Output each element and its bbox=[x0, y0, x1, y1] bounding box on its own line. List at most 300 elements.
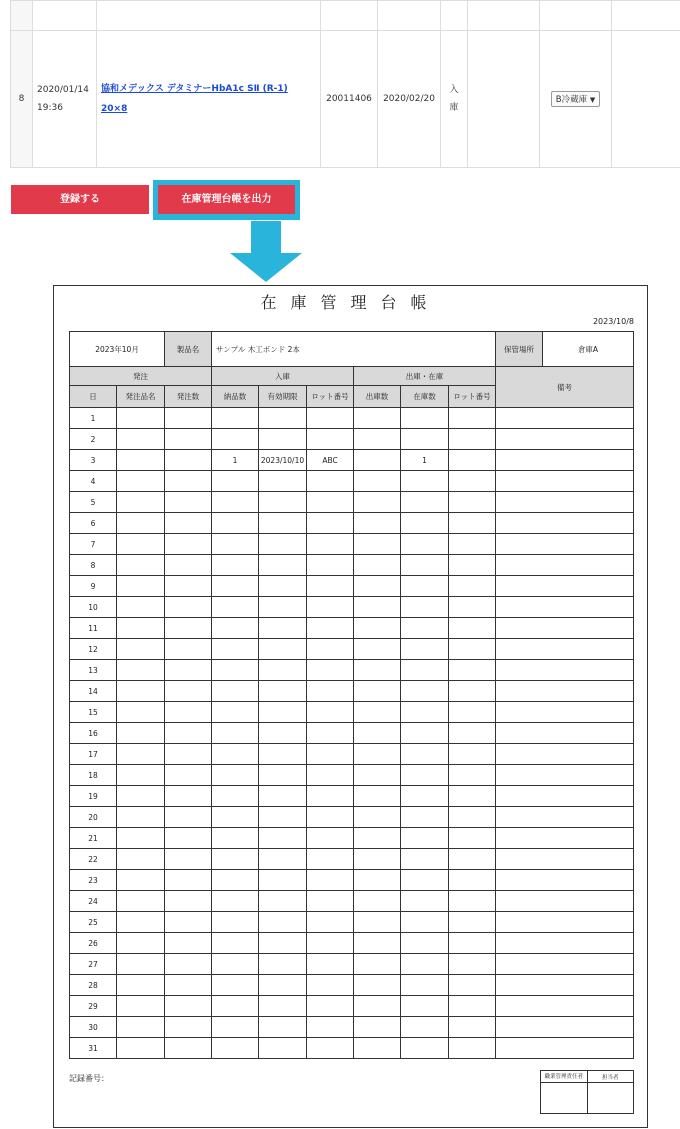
cell-order-qty bbox=[165, 786, 212, 807]
cell-ship-qty bbox=[354, 618, 401, 639]
cell-order-item bbox=[117, 870, 165, 891]
cell-order-item bbox=[117, 933, 165, 954]
cell-day: 20 bbox=[70, 807, 117, 828]
cell-expiry bbox=[259, 639, 307, 660]
ledger-day-row bbox=[70, 891, 634, 912]
cell-order-item bbox=[117, 492, 165, 513]
product-link-line2[interactable]: 20×8 bbox=[101, 104, 128, 114]
ledger-title: 在庫管理台帳 bbox=[260, 293, 441, 312]
cell-ship-qty bbox=[354, 555, 401, 576]
cell-order-item bbox=[117, 849, 165, 870]
cell-remarks bbox=[496, 975, 634, 996]
cell-ship-qty bbox=[354, 408, 401, 429]
cell-expiry bbox=[259, 723, 307, 744]
cell-receive-qty bbox=[212, 765, 259, 786]
group-receive: 入庫 bbox=[212, 367, 354, 386]
cell-ship-qty bbox=[354, 660, 401, 681]
cell-ship-qty bbox=[354, 891, 401, 912]
cell-order-item bbox=[117, 723, 165, 744]
cell-day: 13 bbox=[70, 660, 117, 681]
cell-stock bbox=[401, 933, 449, 954]
product-cell bbox=[97, 31, 321, 168]
cell-remarks bbox=[496, 408, 634, 429]
cell-order-item bbox=[117, 471, 165, 492]
cell-day: 19 bbox=[70, 786, 117, 807]
cell-order-qty bbox=[165, 807, 212, 828]
cell-ship-qty bbox=[354, 744, 401, 765]
cell-stock bbox=[401, 471, 449, 492]
cell-stock bbox=[401, 912, 449, 933]
cell-lot bbox=[307, 996, 354, 1017]
cell-remarks bbox=[496, 429, 634, 450]
cell-order-qty bbox=[165, 471, 212, 492]
cell-stock bbox=[401, 870, 449, 891]
ledger-day-row bbox=[70, 429, 634, 450]
ledger-day-row bbox=[70, 534, 634, 555]
cell-ship-qty bbox=[354, 912, 401, 933]
cell-receive-qty bbox=[212, 576, 259, 597]
cell-ship-qty bbox=[354, 534, 401, 555]
storage-cell bbox=[540, 31, 612, 168]
cell-ship-qty bbox=[354, 1038, 401, 1059]
cell-remarks bbox=[496, 555, 634, 576]
arrow-down-icon bbox=[251, 221, 281, 254]
ledger-month: 2023年10月 bbox=[70, 332, 165, 367]
cell-order-qty bbox=[165, 912, 212, 933]
cell-day: 7 bbox=[70, 534, 117, 555]
col-ship-qty: 出庫数 bbox=[354, 386, 401, 408]
cell-stock bbox=[401, 492, 449, 513]
cell-ship-qty bbox=[354, 471, 401, 492]
cell-stock bbox=[401, 681, 449, 702]
cell-remarks bbox=[496, 996, 634, 1017]
ledger-day-row bbox=[70, 450, 634, 471]
cell-lot bbox=[307, 786, 354, 807]
sign-field-manager bbox=[541, 1083, 588, 1114]
cell-lot-2 bbox=[449, 471, 496, 492]
export-ledger-button[interactable]: 在庫管理台帳を出力 bbox=[158, 185, 295, 214]
cell-stock bbox=[401, 828, 449, 849]
cell-ship-qty bbox=[354, 597, 401, 618]
cell-stock bbox=[401, 639, 449, 660]
cell-lot bbox=[307, 492, 354, 513]
cell-remarks bbox=[496, 912, 634, 933]
cell-order-qty bbox=[165, 744, 212, 765]
row-index: 8 bbox=[11, 31, 33, 168]
col-order-item: 発注品名 bbox=[117, 386, 165, 408]
cell-remarks bbox=[496, 891, 634, 912]
cell-lot bbox=[307, 870, 354, 891]
cell-order-qty bbox=[165, 996, 212, 1017]
chevron-down-icon: ▼ bbox=[589, 96, 596, 104]
cell-remarks bbox=[496, 1017, 634, 1038]
cell-receive-qty bbox=[212, 471, 259, 492]
cell-day: 14 bbox=[70, 681, 117, 702]
cell-remarks bbox=[496, 513, 634, 534]
cell-order-qty bbox=[165, 828, 212, 849]
cell-remarks bbox=[496, 639, 634, 660]
ledger-day-row bbox=[70, 1017, 634, 1038]
cell-stock bbox=[401, 429, 449, 450]
time-text: 19:36 bbox=[37, 103, 63, 113]
col-lot-2: ロット番号 bbox=[449, 386, 496, 408]
cell-order-item bbox=[117, 765, 165, 786]
cell-remarks bbox=[496, 534, 634, 555]
cell-lot bbox=[307, 471, 354, 492]
cell-order-item bbox=[117, 828, 165, 849]
cell-lot-2 bbox=[449, 450, 496, 471]
record-number-label: 記録番号： bbox=[69, 1074, 109, 1083]
cell-expiry bbox=[259, 786, 307, 807]
cell-lot bbox=[307, 891, 354, 912]
cell-receive-qty bbox=[212, 639, 259, 660]
cell-expiry bbox=[259, 828, 307, 849]
cell-ship-qty bbox=[354, 807, 401, 828]
table-row bbox=[11, 1, 680, 31]
cell-lot bbox=[307, 723, 354, 744]
ledger-day-row bbox=[70, 975, 634, 996]
datetime-cell bbox=[33, 31, 97, 168]
cell-order-item bbox=[117, 681, 165, 702]
ledger-day-row bbox=[70, 996, 634, 1017]
cell-lot bbox=[307, 828, 354, 849]
cell-day: 18 bbox=[70, 765, 117, 786]
cell-order-item bbox=[117, 660, 165, 681]
ledger-day-row bbox=[70, 807, 634, 828]
cell-receive-qty bbox=[212, 534, 259, 555]
lot-cell: 20011406 bbox=[321, 31, 378, 168]
cell-remarks bbox=[496, 828, 634, 849]
cell-lot bbox=[307, 1038, 354, 1059]
ledger-day-row bbox=[70, 786, 634, 807]
cell-expiry bbox=[259, 471, 307, 492]
cell-remarks bbox=[496, 870, 634, 891]
cell-day: 3 bbox=[70, 450, 117, 471]
cell-day: 5 bbox=[70, 492, 117, 513]
cell-lot bbox=[307, 555, 354, 576]
cell-day: 23 bbox=[70, 870, 117, 891]
cell-stock bbox=[401, 786, 449, 807]
type-char-2: 庫 bbox=[449, 103, 459, 113]
col-day: 日 bbox=[70, 386, 117, 408]
cell-expiry bbox=[259, 975, 307, 996]
register-button[interactable]: 登録する bbox=[11, 185, 149, 214]
cell-receive-qty bbox=[212, 807, 259, 828]
cell-lot-2 bbox=[449, 849, 496, 870]
cell-receive-qty bbox=[212, 513, 259, 534]
cell-expiry bbox=[259, 660, 307, 681]
cell-day: 8 bbox=[70, 555, 117, 576]
cell-day: 16 bbox=[70, 723, 117, 744]
cell-lot-2 bbox=[449, 891, 496, 912]
cell-order-qty bbox=[165, 765, 212, 786]
cell-day: 6 bbox=[70, 513, 117, 534]
cell-lot-2 bbox=[449, 408, 496, 429]
cell-order-item bbox=[117, 744, 165, 765]
cell-ship-qty bbox=[354, 996, 401, 1017]
cell-lot bbox=[307, 513, 354, 534]
ledger-group-header bbox=[70, 367, 634, 386]
ledger-day-row bbox=[70, 1038, 634, 1059]
group-order: 発注 bbox=[70, 367, 212, 386]
cell-expiry bbox=[259, 807, 307, 828]
cell-expiry bbox=[259, 492, 307, 513]
cell-lot-2 bbox=[449, 492, 496, 513]
ledger-day-row bbox=[70, 870, 634, 891]
cell-stock bbox=[401, 660, 449, 681]
cell-lot-2 bbox=[449, 912, 496, 933]
table-row bbox=[11, 31, 680, 168]
cell-stock bbox=[401, 723, 449, 744]
cell-lot bbox=[307, 702, 354, 723]
cell-order-item bbox=[117, 912, 165, 933]
cell-lot-2 bbox=[449, 723, 496, 744]
cell-day: 2 bbox=[70, 429, 117, 450]
cell-ship-qty bbox=[354, 429, 401, 450]
cell-remarks bbox=[496, 849, 634, 870]
cell-ship-qty bbox=[354, 975, 401, 996]
cell-day: 11 bbox=[70, 618, 117, 639]
ledger-day-row bbox=[70, 513, 634, 534]
cell-expiry bbox=[259, 954, 307, 975]
ledger-table bbox=[69, 331, 634, 1059]
sign-field-staff bbox=[587, 1083, 634, 1114]
cell-receive-qty bbox=[212, 660, 259, 681]
col-receive-qty: 納品数 bbox=[212, 386, 259, 408]
location-value: 倉庫A bbox=[543, 332, 634, 367]
cell-lot bbox=[307, 765, 354, 786]
cell-ship-qty bbox=[354, 765, 401, 786]
cell-lot bbox=[307, 744, 354, 765]
ledger-day-rows bbox=[70, 408, 634, 1059]
cell-lot-2 bbox=[449, 576, 496, 597]
cell-remarks bbox=[496, 660, 634, 681]
cell-lot-2 bbox=[449, 996, 496, 1017]
cell-stock bbox=[401, 534, 449, 555]
cell-order-qty bbox=[165, 660, 212, 681]
cell-order-item bbox=[117, 450, 165, 471]
cell-receive-qty bbox=[212, 975, 259, 996]
expiry-cell: 2020/02/20 bbox=[378, 31, 441, 168]
cell-remarks bbox=[496, 618, 634, 639]
cell-ship-qty bbox=[354, 933, 401, 954]
cell-expiry bbox=[259, 933, 307, 954]
storage-select[interactable] bbox=[551, 91, 600, 107]
cell-receive-qty bbox=[212, 429, 259, 450]
signature-box bbox=[540, 1070, 634, 1114]
cell-order-item bbox=[117, 996, 165, 1017]
cell-receive-qty bbox=[212, 954, 259, 975]
cell-day: 31 bbox=[70, 1038, 117, 1059]
cell-expiry bbox=[259, 429, 307, 450]
ledger-day-row bbox=[70, 471, 634, 492]
cell-lot-2 bbox=[449, 828, 496, 849]
cell-order-qty bbox=[165, 492, 212, 513]
cell-receive-qty bbox=[212, 744, 259, 765]
ledger-day-row bbox=[70, 954, 634, 975]
cell-order-qty bbox=[165, 954, 212, 975]
cell-lot-2 bbox=[449, 786, 496, 807]
cell-order-qty bbox=[165, 513, 212, 534]
cell-receive-qty bbox=[212, 828, 259, 849]
cell-lot-2 bbox=[449, 534, 496, 555]
cell-receive-qty bbox=[212, 786, 259, 807]
cell-lot-2 bbox=[449, 513, 496, 534]
cell-stock bbox=[401, 702, 449, 723]
cell-order-item bbox=[117, 534, 165, 555]
cell-remarks bbox=[496, 492, 634, 513]
product-link[interactable]: 協和メデックス デタミナーHbA1c SⅡ (R-1) bbox=[101, 84, 288, 94]
ledger-day-row bbox=[70, 639, 634, 660]
cell-day: 9 bbox=[70, 576, 117, 597]
col-lot: ロット番号 bbox=[307, 386, 354, 408]
cell-day: 30 bbox=[70, 1017, 117, 1038]
group-ship: 出庫・在庫 bbox=[354, 367, 496, 386]
cell-expiry bbox=[259, 996, 307, 1017]
cell-lot bbox=[307, 429, 354, 450]
cell-stock bbox=[401, 954, 449, 975]
cell-stock bbox=[401, 555, 449, 576]
cell-stock bbox=[401, 849, 449, 870]
cell-order-qty bbox=[165, 849, 212, 870]
cell-remarks bbox=[496, 576, 634, 597]
cell-receive-qty bbox=[212, 912, 259, 933]
cell-remarks bbox=[496, 786, 634, 807]
cell-stock bbox=[401, 597, 449, 618]
ledger-day-row bbox=[70, 702, 634, 723]
cell-remarks bbox=[496, 933, 634, 954]
ledger-day-row bbox=[70, 912, 634, 933]
cell-order-qty bbox=[165, 702, 212, 723]
cell-order-item bbox=[117, 597, 165, 618]
cell-ship-qty bbox=[354, 639, 401, 660]
cell-order-qty bbox=[165, 639, 212, 660]
sign-label-manager: 職業管理責任者 bbox=[541, 1071, 588, 1083]
cell-receive-qty bbox=[212, 618, 259, 639]
cell-lot-2 bbox=[449, 555, 496, 576]
cell-expiry bbox=[259, 765, 307, 786]
cell-order-qty bbox=[165, 618, 212, 639]
cell-expiry bbox=[259, 870, 307, 891]
cell-remarks bbox=[496, 744, 634, 765]
cell-stock bbox=[401, 891, 449, 912]
cell-day: 15 bbox=[70, 702, 117, 723]
location-label: 保管場所 bbox=[496, 332, 543, 367]
cell-expiry bbox=[259, 1017, 307, 1038]
cell-lot-2 bbox=[449, 744, 496, 765]
cell-receive-qty bbox=[212, 555, 259, 576]
cell-expiry bbox=[259, 849, 307, 870]
cell-remarks bbox=[496, 702, 634, 723]
ledger-product-name: サンプル 木工ボンド 2本 bbox=[212, 332, 496, 367]
cell-lot-2 bbox=[449, 933, 496, 954]
cell-day: 4 bbox=[70, 471, 117, 492]
cell-lot bbox=[307, 912, 354, 933]
cell-stock bbox=[401, 618, 449, 639]
cell-lot-2 bbox=[449, 807, 496, 828]
cell-order-qty bbox=[165, 681, 212, 702]
cell-stock bbox=[401, 576, 449, 597]
cell-lot bbox=[307, 597, 354, 618]
cell-order-item bbox=[117, 1017, 165, 1038]
cell-order-item bbox=[117, 807, 165, 828]
ledger-day-row bbox=[70, 849, 634, 870]
cell-ship-qty bbox=[354, 849, 401, 870]
cell-order-item bbox=[117, 429, 165, 450]
ledger-day-row bbox=[70, 618, 634, 639]
cell-remarks bbox=[496, 954, 634, 975]
cell-order-item bbox=[117, 786, 165, 807]
cell-day: 24 bbox=[70, 891, 117, 912]
cell-lot bbox=[307, 576, 354, 597]
sign-label-staff: 担当者 bbox=[587, 1071, 634, 1083]
cell-order-item bbox=[117, 408, 165, 429]
cell-day: 17 bbox=[70, 744, 117, 765]
cell-expiry bbox=[259, 1038, 307, 1059]
cell-lot bbox=[307, 639, 354, 660]
col-stock: 在庫数 bbox=[401, 386, 449, 408]
col-expiry: 有効期限 bbox=[259, 386, 307, 408]
arrow-head-icon bbox=[230, 253, 302, 282]
cell-lot-2 bbox=[449, 1017, 496, 1038]
cell-stock bbox=[401, 975, 449, 996]
cell-receive-qty bbox=[212, 996, 259, 1017]
cell-expiry bbox=[259, 891, 307, 912]
cell-order-qty bbox=[165, 450, 212, 471]
cell-receive-qty: 1 bbox=[212, 450, 259, 471]
cell-receive-qty bbox=[212, 891, 259, 912]
cell-expiry bbox=[259, 702, 307, 723]
ledger-day-row bbox=[70, 765, 634, 786]
ledger-day-row bbox=[70, 555, 634, 576]
cell-remarks bbox=[496, 450, 634, 471]
cell-receive-qty bbox=[212, 681, 259, 702]
cell-ship-qty bbox=[354, 954, 401, 975]
cell-day: 12 bbox=[70, 639, 117, 660]
cell-ship-qty bbox=[354, 492, 401, 513]
cell-stock bbox=[401, 408, 449, 429]
type-cell bbox=[441, 31, 468, 168]
cell-expiry bbox=[259, 576, 307, 597]
cell-expiry bbox=[259, 744, 307, 765]
cell-order-item bbox=[117, 639, 165, 660]
cell-order-qty bbox=[165, 408, 212, 429]
cell-lot-2 bbox=[449, 618, 496, 639]
cell-lot bbox=[307, 1017, 354, 1038]
cell-ship-qty bbox=[354, 576, 401, 597]
cell-day: 26 bbox=[70, 933, 117, 954]
cell-order-item bbox=[117, 1038, 165, 1059]
cell-ship-qty bbox=[354, 786, 401, 807]
cell-order-qty bbox=[165, 933, 212, 954]
ledger-day-row bbox=[70, 576, 634, 597]
cell-ship-qty bbox=[354, 723, 401, 744]
cell-remarks bbox=[496, 597, 634, 618]
cell-day: 1 bbox=[70, 408, 117, 429]
ledger-day-row bbox=[70, 828, 634, 849]
cell-lot-2 bbox=[449, 870, 496, 891]
cell-order-item bbox=[117, 891, 165, 912]
cell-order-item bbox=[117, 513, 165, 534]
cell-ship-qty bbox=[354, 828, 401, 849]
cell-receive-qty bbox=[212, 870, 259, 891]
cell-stock bbox=[401, 744, 449, 765]
cell-stock: 1 bbox=[401, 450, 449, 471]
cell-stock bbox=[401, 513, 449, 534]
cell-expiry bbox=[259, 681, 307, 702]
cell-receive-qty bbox=[212, 933, 259, 954]
cell-remarks bbox=[496, 807, 634, 828]
